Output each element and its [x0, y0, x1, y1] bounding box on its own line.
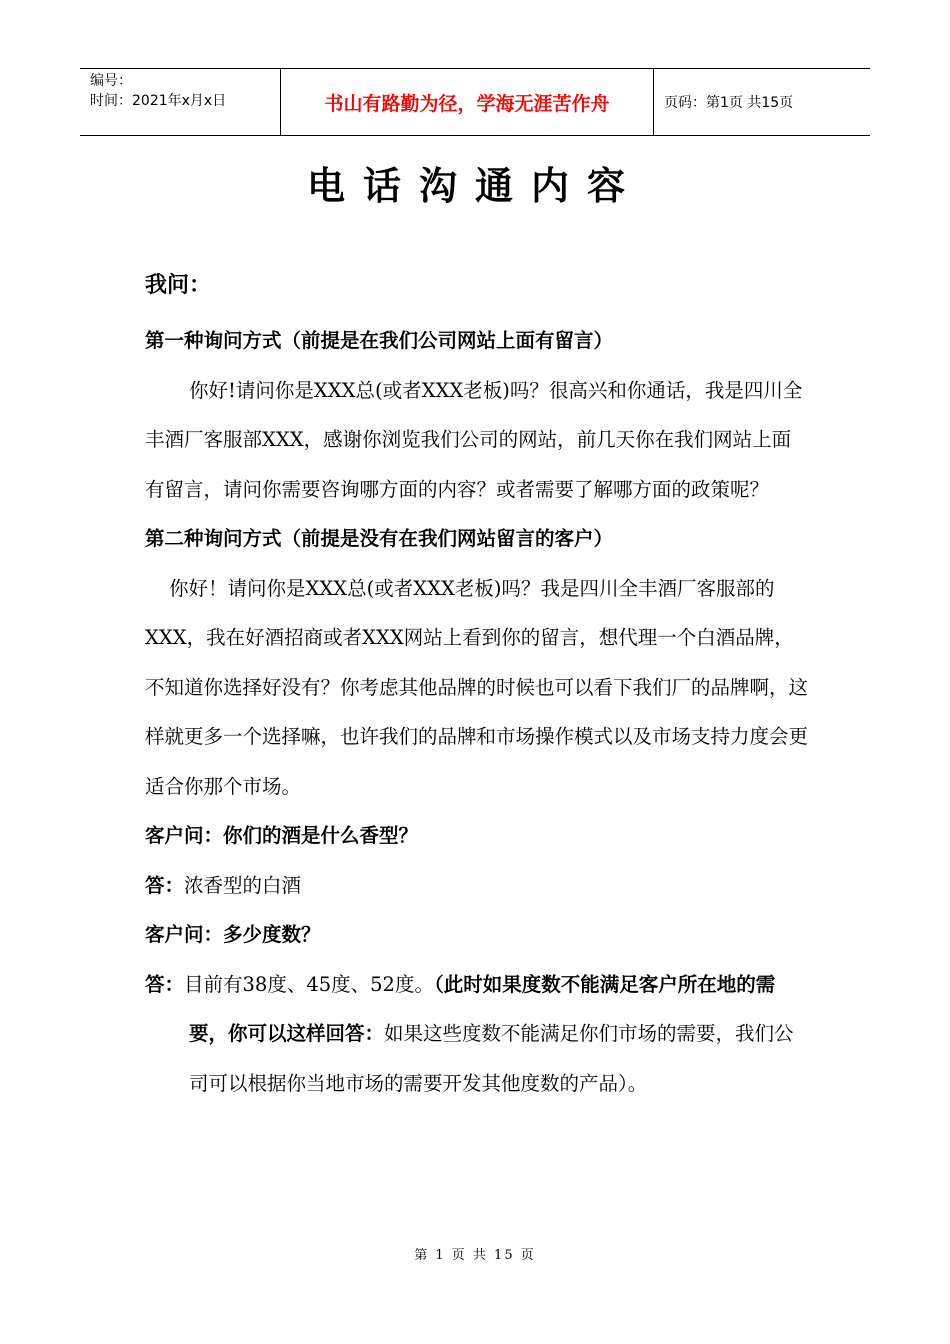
answer-2-text: 目前有38度、45度、52度。 — [184, 972, 434, 996]
document-date: 时间：2021年x月x日 — [90, 93, 227, 109]
header-motto: 书山有路勤为径，学海无涯苦作舟 — [281, 69, 654, 135]
answer-label: 答： — [145, 972, 185, 996]
document-body — [145, 262, 810, 1108]
method2-paragraph: 你好！请问你是XXX总(或者XXX老板)吗？我是四川全丰酒厂客服部的XXX，我在好酒招商或者XXX网站上看到你的留言，想代理一个白酒品牌，不知道你选择好没有？你考虑其他品牌的时候也可以看下我们厂的品牌啊，这样就更多一个选择嘛，也许我们的品牌和市场操作模式以及市场支持力度会更适合你那个市场。 — [145, 576, 809, 798]
answer-2-rest: 如果这些度数不能满足你们市场的需要，我们公司可以根据你当地市场的需要开发其他度数的产品）。 — [189, 1022, 794, 1095]
answer-2 — [145, 960, 810, 1109]
answer-2-bold-note: （此时如果度数不能满足客户所在地的需要，你可以这样回答： — [189, 972, 776, 1045]
answer-1-text: 浓香型的白酒 — [184, 873, 302, 897]
header-meta — [80, 69, 281, 135]
answer-1 — [145, 861, 810, 911]
method1-heading: 第一种询问方式（前提是在我们公司网站上面有留言） — [145, 329, 614, 352]
answer-label: 答： — [145, 873, 185, 897]
section-heading-i-ask: 我问： — [145, 273, 212, 298]
document-number-label: 编号： — [90, 73, 132, 89]
page-title: 电话沟通内容 — [306, 163, 643, 208]
customer-question-1: 客户问：你们的酒是什么香型？ — [145, 824, 419, 847]
document-header — [80, 68, 870, 136]
method1-paragraph: 你好!请问你是XXX总(或者XXX老板)吗？很高兴和你通话，我是四川全丰酒厂客服部XXX，感谢你浏览我们公司的网站，前几天你在我们网站上面有留言，请问你需要咨询哪方面的内容？或者需要了解哪方面的政策呢？ — [145, 378, 803, 501]
header-page-number: 页码：第1页 共15页 — [664, 95, 794, 111]
method2-heading: 第二种询问方式（前提是没有在我们网站留言的客户） — [145, 527, 614, 550]
page-footer: 第 1 页 共 15 页 — [414, 1248, 536, 1263]
customer-question-2: 客户问：多少度数？ — [145, 923, 321, 946]
